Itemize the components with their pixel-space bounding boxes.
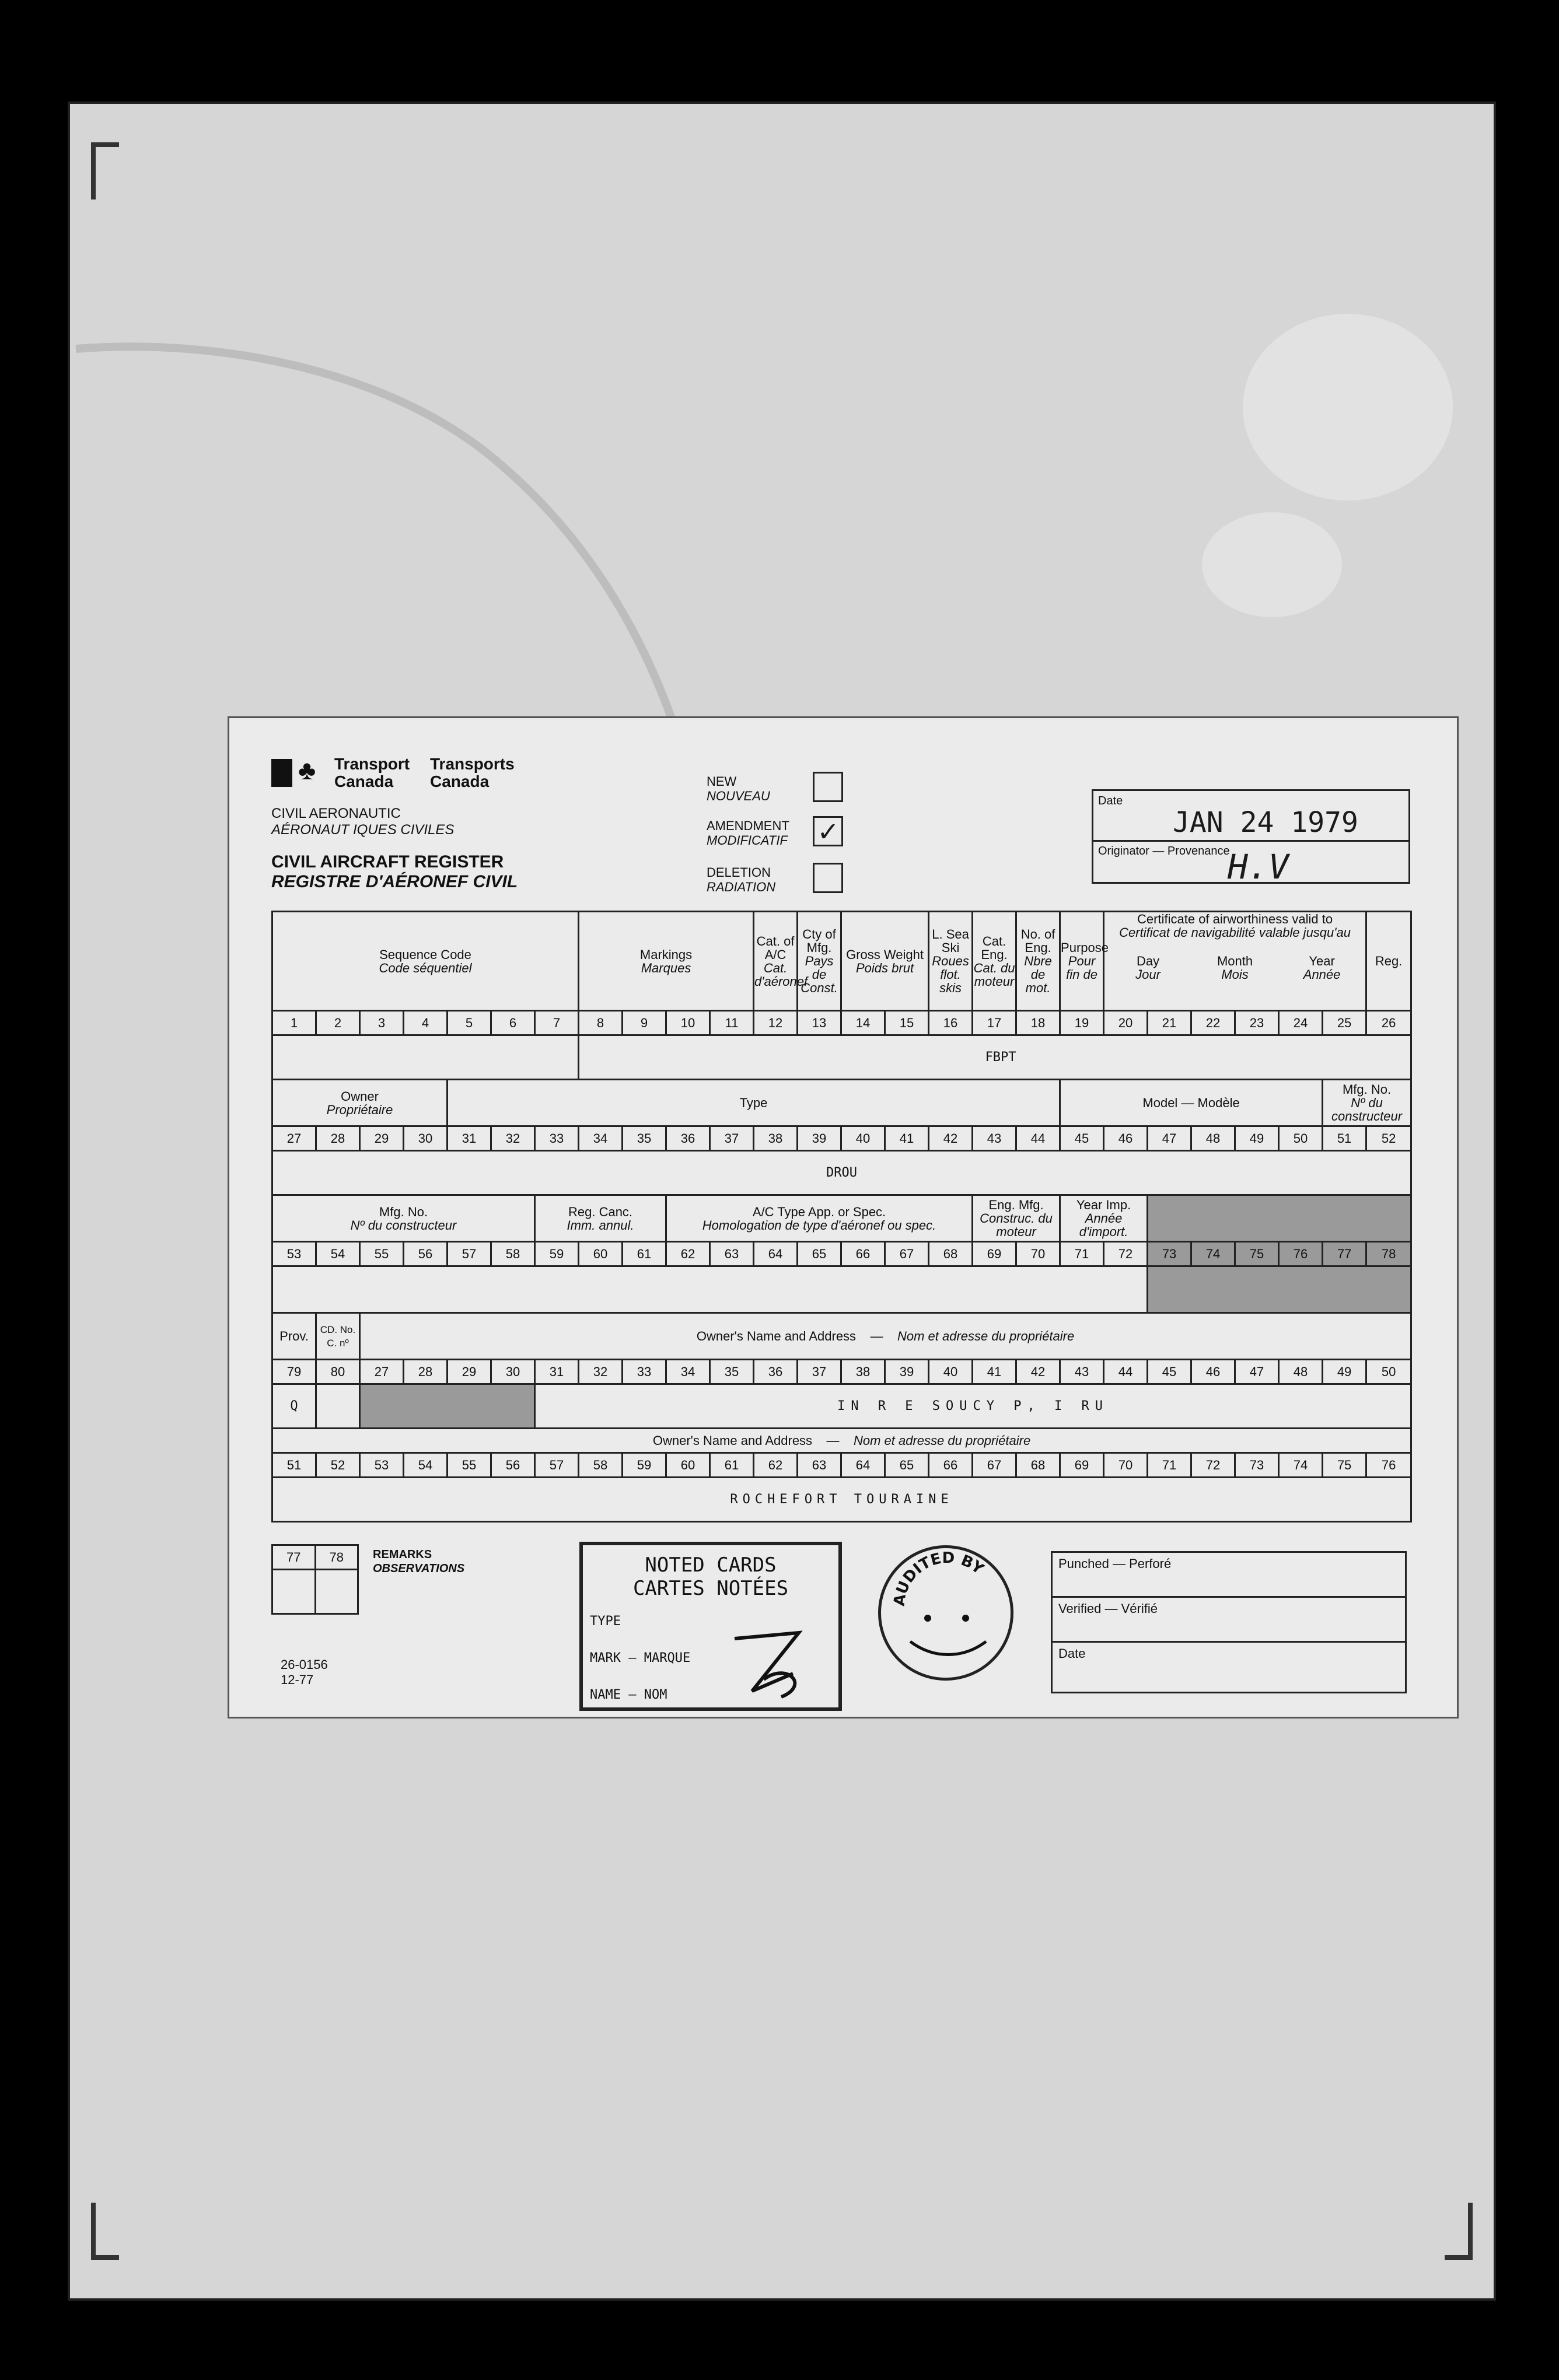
- column-number: 55: [448, 1453, 491, 1478]
- column-number: 37: [798, 1360, 841, 1384]
- column-number: 52: [1366, 1126, 1411, 1151]
- stamp-type-label: TYPE: [590, 1614, 621, 1629]
- column-number: 74: [1191, 1242, 1235, 1266]
- column-number: 69: [1060, 1453, 1104, 1478]
- column-number: 41: [885, 1126, 929, 1151]
- amendment-checkbox[interactable]: ✓: [813, 816, 843, 846]
- shaded-area: [360, 1384, 535, 1429]
- audited-by-text: AUDITED BY: [890, 1549, 987, 1607]
- column-number: 32: [579, 1360, 623, 1384]
- column-number: 34: [666, 1360, 710, 1384]
- column-number: 27: [272, 1126, 316, 1151]
- column-number: 70: [1104, 1453, 1148, 1478]
- column-number: 68: [929, 1242, 973, 1266]
- column-number: 79: [272, 1360, 316, 1384]
- civil-aircraft-register-card: [228, 716, 1459, 1718]
- owner-entry-row: [272, 1151, 1411, 1195]
- column-number: 78: [1366, 1242, 1411, 1266]
- column-number: 29: [360, 1126, 404, 1151]
- column-number: 40: [929, 1360, 973, 1384]
- mfg-entry-row: [272, 1266, 1411, 1313]
- column-number: 16: [929, 1011, 973, 1035]
- column-number: 43: [973, 1126, 1016, 1151]
- civil-aeronautics-label: CIVIL AERONAUTIC AÉRONAUT IQUES CIVILES: [271, 806, 455, 838]
- originator-label: Originator — Provenance: [1098, 845, 1230, 858]
- column-number: 23: [1235, 1011, 1279, 1035]
- column-number: 9: [623, 1011, 666, 1035]
- column-number: 56: [491, 1453, 535, 1478]
- deletion-label: DELETION RADIATION: [707, 865, 776, 894]
- column-number: 59: [623, 1453, 666, 1478]
- column-number: 58: [491, 1242, 535, 1266]
- crop-mark-bottom-right: [1445, 2203, 1473, 2260]
- no-eng-header: No. of Eng. Nbre de mot.: [1016, 912, 1060, 1011]
- column-number: 48: [1279, 1360, 1323, 1384]
- column-number: 72: [1191, 1453, 1235, 1478]
- owner-header: Owner Propriétaire: [272, 1080, 448, 1126]
- originator-value: H.V: [1228, 847, 1289, 887]
- punched-field: Punched — Perforé: [1051, 1551, 1407, 1598]
- column-number: 30: [404, 1126, 448, 1151]
- month-header: Month Mois: [1217, 954, 1253, 982]
- column-number: 61: [623, 1242, 666, 1266]
- column-number: 71: [1060, 1242, 1104, 1266]
- column-number: 5: [448, 1011, 491, 1035]
- column-number: 41: [973, 1360, 1016, 1384]
- ac-type-approval-header: A/C Type App. or Spec. Homologation de type d'aéronef ou spec.: [666, 1195, 973, 1242]
- audited-face-icon: [881, 1548, 1011, 1678]
- stain-mark: [1202, 512, 1342, 617]
- prov-header: Prov.: [272, 1313, 316, 1360]
- register-grid: [271, 911, 1412, 1522]
- column-number: 56: [404, 1242, 448, 1266]
- owner-name-address-header: Owner's Name and Address — Nom et adresse du propriétaire: [360, 1313, 1411, 1360]
- owner-value: DROU: [272, 1151, 1411, 1195]
- stamp-line-1: NOTED CARDS: [645, 1553, 777, 1577]
- column-number: 1: [272, 1011, 316, 1035]
- column-number: 58: [579, 1453, 623, 1478]
- column-number: 51: [272, 1453, 316, 1478]
- column-number: 65: [798, 1242, 841, 1266]
- column-number: 31: [535, 1360, 579, 1384]
- markings-entry-row: [272, 1035, 1411, 1080]
- column-number: 2: [316, 1011, 360, 1035]
- column-number: 45: [1060, 1126, 1104, 1151]
- column-number: 10: [666, 1011, 710, 1035]
- column-number: 63: [798, 1453, 841, 1478]
- column-number: 51: [1323, 1126, 1366, 1151]
- column-number: 60: [579, 1242, 623, 1266]
- stamp-name-label: NAME – NOM: [590, 1688, 667, 1702]
- column-number: 34: [579, 1126, 623, 1151]
- svg-text:AUDITED BY: [891, 1549, 988, 1607]
- column-number: 71: [1148, 1453, 1191, 1478]
- dept-name-fr: Transports Canada: [430, 755, 515, 790]
- column-number: 54: [316, 1242, 360, 1266]
- column-number: 77: [1323, 1242, 1366, 1266]
- date-value: JAN 24 1979: [1173, 806, 1358, 839]
- column-number: 62: [666, 1242, 710, 1266]
- column-number: 32: [491, 1126, 535, 1151]
- column-number: 47: [1235, 1360, 1279, 1384]
- column-number: 76: [1366, 1453, 1411, 1478]
- column-number: 36: [754, 1360, 798, 1384]
- owner-address-header: Owner's Name and Address — Nom et adresse du propriétaire: [272, 1429, 1411, 1453]
- year-import-header: Year Imp. Année d'import.: [1060, 1195, 1148, 1242]
- new-checkbox[interactable]: [813, 772, 843, 802]
- cat-ac-header: Cat. of A/C Cat. d'aéronef: [754, 912, 798, 1011]
- type-header: Type: [448, 1080, 1060, 1126]
- column-number: 25: [1323, 1011, 1366, 1035]
- form-number: 26-0156 12-77: [281, 1657, 328, 1687]
- column-number: 52: [316, 1453, 360, 1478]
- column-number: 74: [1279, 1453, 1323, 1478]
- column-number: 64: [754, 1242, 798, 1266]
- column-number: 21: [1148, 1011, 1191, 1035]
- column-number: 28: [316, 1126, 360, 1151]
- column-numbers-row: [272, 1242, 1411, 1266]
- column-number: 36: [666, 1126, 710, 1151]
- column-number: 42: [1016, 1360, 1060, 1384]
- mfg-no-header-2: Mfg. No. Nº du constructeur: [272, 1195, 535, 1242]
- owner-name-value: IN R E SOUCY P, I RU: [535, 1384, 1411, 1429]
- cat-eng-header: Cat. Eng. Cat. du moteur: [973, 912, 1016, 1011]
- column-number: 69: [973, 1242, 1016, 1266]
- column-number: 3: [360, 1011, 404, 1035]
- column-number: 28: [404, 1360, 448, 1384]
- column-number: 14: [841, 1011, 885, 1035]
- column-number: 59: [535, 1242, 579, 1266]
- column-number: 46: [1104, 1126, 1148, 1151]
- column-number: 12: [754, 1011, 798, 1035]
- noted-cards-stamp: [579, 1542, 842, 1711]
- column-number: 19: [1060, 1011, 1104, 1035]
- column-number: 47: [1148, 1126, 1191, 1151]
- audited-by-stamp: [878, 1545, 1013, 1681]
- column-number: 67: [973, 1453, 1016, 1478]
- column-number: 29: [448, 1360, 491, 1384]
- column-number: 8: [579, 1011, 623, 1035]
- verified-field: Verified — Vérifié: [1051, 1596, 1407, 1643]
- sequence-code-header: Sequence Code Code séquentiel: [272, 912, 579, 1011]
- column-number: 44: [1016, 1126, 1060, 1151]
- column-number: 38: [841, 1360, 885, 1384]
- remarks-columns: [271, 1544, 359, 1615]
- column-number: 50: [1279, 1126, 1323, 1151]
- column-number: 7: [535, 1011, 579, 1035]
- column-number: 70: [1016, 1242, 1060, 1266]
- column-number: 77: [272, 1545, 316, 1570]
- column-number: 24: [1279, 1011, 1323, 1035]
- column-number: 48: [1191, 1126, 1235, 1151]
- maple-leaf-icon: ♣: [298, 755, 316, 785]
- column-number: 75: [1235, 1242, 1279, 1266]
- crop-mark-bottom-left: [91, 2203, 119, 2260]
- column-number: 76: [1279, 1242, 1323, 1266]
- processing-date-field: Date: [1051, 1641, 1407, 1693]
- column-number: 53: [360, 1453, 404, 1478]
- column-number: 65: [885, 1453, 929, 1478]
- column-number: 38: [754, 1126, 798, 1151]
- column-number: 73: [1235, 1453, 1279, 1478]
- column-number: 64: [841, 1453, 885, 1478]
- cd-no-header: CD. No. C. nº: [316, 1313, 360, 1360]
- column-number: 55: [360, 1242, 404, 1266]
- column-number: 61: [710, 1453, 754, 1478]
- column-number: 27: [360, 1360, 404, 1384]
- stamp-line-2: CARTES NOTÉES: [632, 1577, 789, 1600]
- column-numbers-row: [272, 1011, 1411, 1035]
- column-number: 37: [710, 1126, 754, 1151]
- column-number: 6: [491, 1011, 535, 1035]
- column-number: 39: [798, 1126, 841, 1151]
- column-number: 57: [448, 1242, 491, 1266]
- day-header: Day Jour: [1135, 954, 1160, 982]
- register-title: CIVIL AIRCRAFT REGISTER REGISTRE D'AÉRONEF CIVIL: [271, 852, 518, 891]
- column-number: 53: [272, 1242, 316, 1266]
- cty-mfg-header: Cty of Mfg. Pays de Const.: [798, 912, 841, 1011]
- column-number: 66: [841, 1242, 885, 1266]
- stain-mark: [1243, 314, 1453, 501]
- flag-icon: [271, 759, 292, 787]
- column-number: 49: [1323, 1360, 1366, 1384]
- column-number: 54: [404, 1453, 448, 1478]
- remarks-label: REMARKS OBSERVATIONS: [373, 1548, 465, 1575]
- column-number: 43: [1060, 1360, 1104, 1384]
- column-number: 40: [841, 1126, 885, 1151]
- column-number: 62: [754, 1453, 798, 1478]
- shaded-area: [1148, 1266, 1411, 1313]
- gross-weight-header: Gross Weight Poids brut: [841, 912, 929, 1011]
- column-number: 22: [1191, 1011, 1235, 1035]
- markings-header: Markings Marques: [579, 912, 754, 1011]
- column-number: 78: [315, 1545, 358, 1570]
- eng-mfg-header: Eng. Mfg. Construc. du moteur: [973, 1195, 1060, 1242]
- column-number: 26: [1366, 1011, 1411, 1035]
- initials-signature: [729, 1627, 822, 1703]
- column-number: 35: [710, 1360, 754, 1384]
- column-numbers-row: [272, 1453, 1411, 1478]
- column-number: 33: [623, 1360, 666, 1384]
- dept-name-en: Transport Canada: [334, 755, 410, 790]
- column-number: 11: [710, 1011, 754, 1035]
- column-number: 20: [1104, 1011, 1148, 1035]
- column-number: 45: [1148, 1360, 1191, 1384]
- stamp-mark-label: MARK – MARQUE: [590, 1651, 691, 1665]
- column-number: 63: [710, 1242, 754, 1266]
- column-number: 75: [1323, 1453, 1366, 1478]
- column-number: 72: [1104, 1242, 1148, 1266]
- airworthiness-header: Certificate of airworthiness valid to Certificat de navigabilité valable jusqu'au Day Jour Month Mois Year Année: [1104, 912, 1366, 1011]
- model-header: Model — Modèle: [1060, 1080, 1323, 1126]
- deletion-checkbox[interactable]: [813, 863, 843, 893]
- reg-header: Reg.: [1366, 912, 1411, 1011]
- mfg-no-header: Mfg. No. Nº du constructeur: [1323, 1080, 1411, 1126]
- column-number: 73: [1148, 1242, 1191, 1266]
- column-number: 17: [973, 1011, 1016, 1035]
- column-number: 67: [885, 1242, 929, 1266]
- column-number: 42: [929, 1126, 973, 1151]
- column-number: 80: [316, 1360, 360, 1384]
- column-number: 30: [491, 1360, 535, 1384]
- column-number: 44: [1104, 1360, 1148, 1384]
- column-number: 31: [448, 1126, 491, 1151]
- year-header: Year Année: [1303, 954, 1341, 982]
- column-numbers-row: [272, 1360, 1411, 1384]
- column-number: 66: [929, 1453, 973, 1478]
- date-label: Date: [1098, 794, 1123, 807]
- purpose-header: Purpose Pour fin de: [1060, 912, 1104, 1011]
- column-number: 15: [885, 1011, 929, 1035]
- shaded-area: [1148, 1195, 1411, 1242]
- markings-value: FBPT: [579, 1035, 1411, 1080]
- address-entry-row: [272, 1478, 1411, 1522]
- new-label: NEW NOUVEAU: [707, 774, 770, 803]
- column-number: 33: [535, 1126, 579, 1151]
- column-number: 4: [404, 1011, 448, 1035]
- column-number: 49: [1235, 1126, 1279, 1151]
- column-number: 39: [885, 1360, 929, 1384]
- amendment-label: AMENDMENT MODIFICATIF: [707, 818, 789, 848]
- column-number: 13: [798, 1011, 841, 1035]
- name-entry-row: [272, 1384, 1411, 1429]
- column-number: 57: [535, 1453, 579, 1478]
- reg-canc-header: Reg. Canc. Imm. annul.: [535, 1195, 666, 1242]
- crop-mark-top-left: [91, 142, 119, 200]
- column-number: 60: [666, 1453, 710, 1478]
- land-sea-ski-header: L. Sea Ski Roues flot. skis: [929, 912, 973, 1011]
- date-originator-box: [1092, 789, 1410, 887]
- column-numbers-row: [272, 1126, 1411, 1151]
- province-value: Q: [272, 1384, 316, 1429]
- owner-address-value: ROCHEFORT TOURAINE: [272, 1478, 1411, 1522]
- column-number: 68: [1016, 1453, 1060, 1478]
- column-number: 35: [623, 1126, 666, 1151]
- column-number: 46: [1191, 1360, 1235, 1384]
- column-number: 50: [1366, 1360, 1411, 1384]
- column-number: 18: [1016, 1011, 1060, 1035]
